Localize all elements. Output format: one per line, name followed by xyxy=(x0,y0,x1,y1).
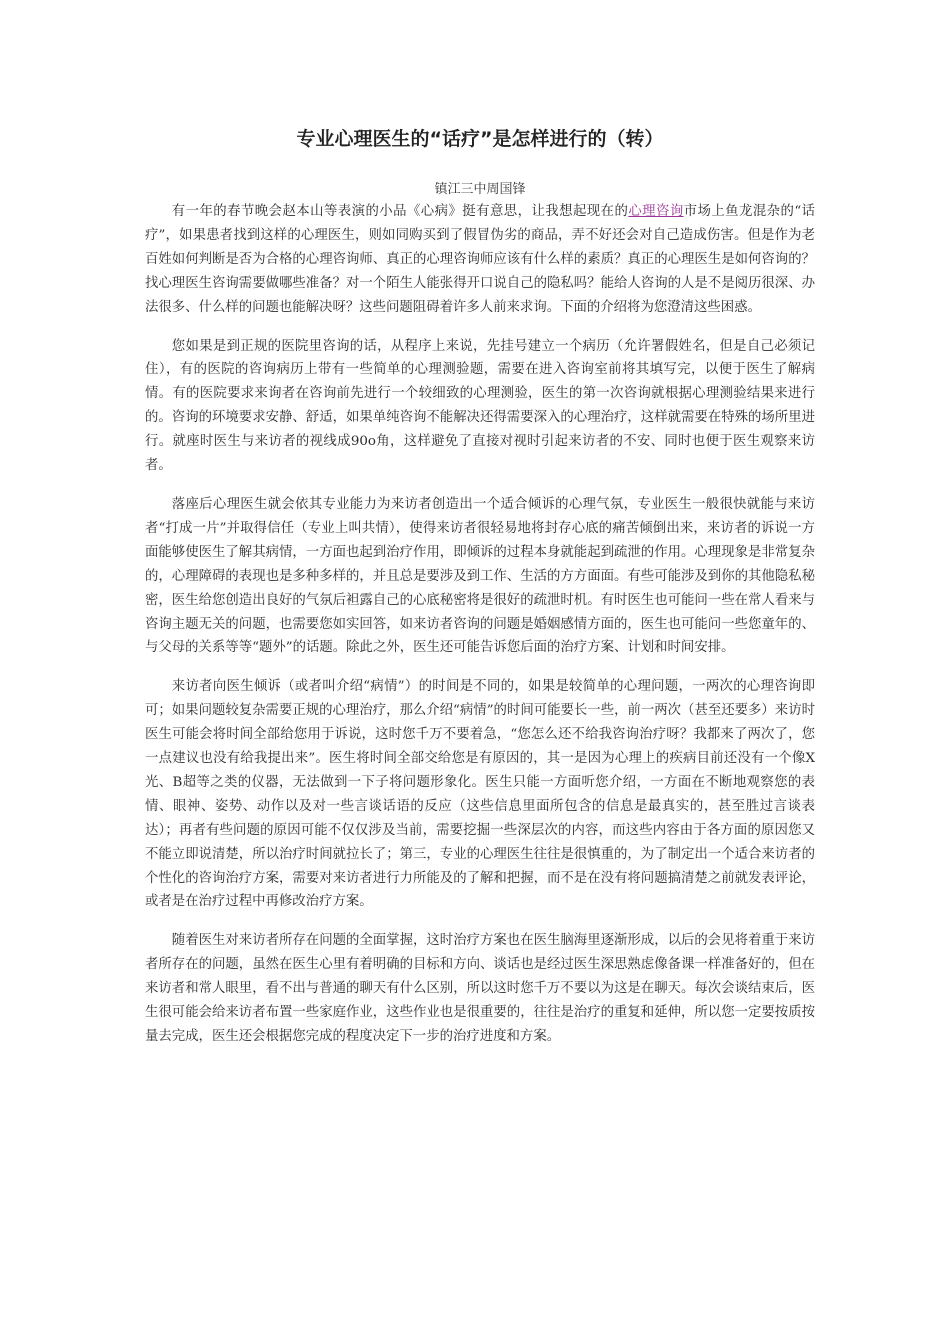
paragraph-1-text-after: 市场上鱼龙混杂的“话疗”，如果患者找到这样的心理医生，则如同购买到了假冒伪劣的商品，弄不好还会对自己造成伤害。但是作为老百姓如何判断是否为合格的心理咨询师、真正的心理咨询师应该有什么样的素质？真正的心理医生是如何咨询的？找心理医生咨询需要做哪些准备？对一个陌生人能张得开口说自己的隐私吗？能给人咨询的人是不是阅历很深、办法很多、什么样的问题也能解决呀？这些问题阻碍着许多人前来求询。下面的介绍将为您澄清这些困惑。 xyxy=(145,204,816,315)
document-title: 专业心理医生的“话疗”是怎样进行的（转） xyxy=(296,128,664,150)
document-body xyxy=(145,200,815,1064)
paragraph-2: 您如果是到正规的医院里咨询的话，从程序上来说，先挂号建立一个病历（允许署假姓名，但是自己必须记住），有的医院的咨询病历上带有一些简单的心理测验题，需要在进入咨询室前将其填写完，以便于医生了解病情。有的医院要求来询者在咨询前先进行一个较细致的心理测验，医生的第一次咨询就根据心理测验结果来进行的。咨询的环境要求安静、舒适，如果单纯咨询不能解决还得需要深入的心理治疗，这样就需要在特殊的场所里进行。就座时医生与来访者的视线成90o角，这样避免了直接对视时引起来访者的不安、同时也便于医生观察来访者。 xyxy=(145,338,815,474)
paragraph-1-text-before: 有一年的春节晚会赵本山等表演的小品《心病》挺有意思，让我想起现在的 xyxy=(171,204,629,219)
author-line: 镇江三中周国锋 xyxy=(434,182,526,197)
paragraph-1 xyxy=(145,200,815,320)
paragraph-5: 随着医生对来访者所存在问题的全面掌握，这时治疗方案也在医生脑海里逐渐形成，以后的会见将着重于来访者所存在的问题，虽然在医生心里有着明确的目标和方向、谈话也是经过医生深思熟虑像备课一样准备好的，但在来访者和常人眼里，看不出与普通的聊天有什么区别，所以这时您千万不要以为这是在聊天。每次会谈结束后，医生很可能会给来访者布置一些家庭作业，这些作业也是很重要的，往往是治疗的重复和延伸，所以您一定要按质按量去完成，医生还会根据您完成的程度决定下一步的治疗进度和方案。 xyxy=(145,933,815,1044)
paragraph-4: 来访者向医生倾诉（或者叫介绍“病情”）的时间是不同的，如果是较简单的心理问题，一两次的心理咨询即可；如果问题较复杂需要正规的心理治疗，那么介绍“病情”的时间可能要长一些，前一两次（甚至还要多）来访时医生可能会将时间全部给您用于诉说，这时您千万不要着急，“您怎么还不给我咨询治疗呀？我都来了两次了，您一点建议也没有给我提出来”。医生将时间全部交给您是有原因的，其一是因为心理上的疾病目前还没有一个像X光、B超等之类的仪器，无法做到一下子将问题形象化。医生只能一方面听您介绍，一方面在不断地观察您的表情、眼神、姿势、动作以及对一些言谈话语的反应（这些信息里面所包含的信息是最真实的，甚至胜过言谈表达）；再者有些问题的原因可能不仅仅涉及当前，需要挖掘一些深层次的内容，而这些内容由于各方面的原因您又不能立即说清楚，所以治疗时间就拉长了；第三，专业的心理医生往往是很慎重的，为了制定出一个适合来访者的个性化的咨询治疗方案，需要对来访者进行力所能及的了解和把握，而不是在没有将问题搞清楚之前就发表评论，或者是在治疗过程中再修改治疗方案。 xyxy=(145,679,815,910)
psychological-counseling-link[interactable]: 心理咨询 xyxy=(628,204,684,219)
paragraph-3: 落座后心理医生就会依其专业能力为来访者创造出一个适合倾诉的心理气氛，专业医生一般很快就能与来访者“打成一片”并取得信任（专业上叫共情），使得来访者很轻易地将封存心底的痛苦倾倒出来，来访者的诉说一方面能够使医生了解其病情，一方面也起到治疗作用，即倾诉的过程本身就能起到疏泄的作用。心理现象是非常复杂的，心理障碍的表现也是多种多样的，并且总是要涉及到工作、生活的方方面面。有些可能涉及到你的其他隐私秘密，医生给您创造出良好的气氛后袒露自己的心底秘密将是很好的疏泄时机。有时医生也可能问一些在常人看来与咨询主题无关的问题，也需要您如实回答，如来访者咨询的问题是婚姻感情方面的，医生也可能问一些您童年的、与父母的关系等等“题外”的话题。除此之外，医生还可能告诉您后面的治疗方案、计划和时间安排。 xyxy=(145,496,815,656)
